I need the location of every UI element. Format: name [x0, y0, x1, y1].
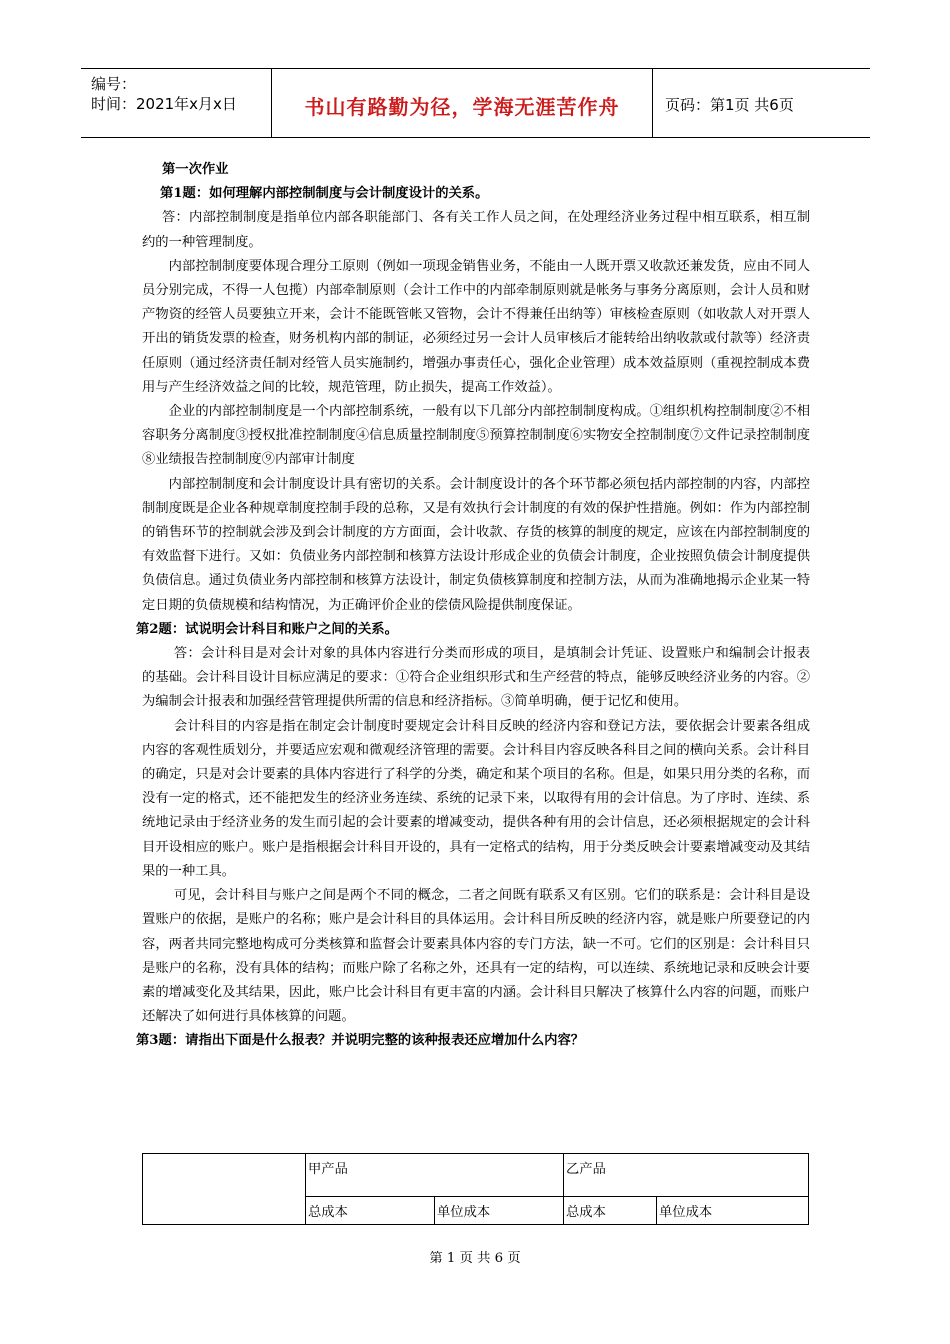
table-cell-blank: [143, 1154, 306, 1225]
table-header-product-a: 甲产品: [306, 1154, 564, 1197]
table-cell-total-cost-a: 总成本: [306, 1197, 435, 1225]
question-1-paragraph: 内部控制制度要体现合理分工原则（例如一项现金销售业务，不能由一人既开票又收款还兼发货，应由不同人员分别完成，不得一人包揽）内部牵制原则（会计工作中的内部牵制原则就是帐务与事务分离原则，会计人员和财产物资的经管人员要独立开来，会计不能既管帐又管物，会计不得兼任出纳等）审核检查原则（如收款人对开票人开出的销货发票的检查，财务机构内部的制证，必须经过另一会计人员审核后才能转给出纳收款或付款等）经济责任原则（通过经济责任制对经管人员实施制约，增强办事责任心，强化企业管理）成本效益原则（重视控制成本费用与产生经济效益之间的比较，规范管理，防止损失，提高工作效益）。: [142, 258, 810, 395]
table-cell-unit-cost-a: 单位成本: [435, 1197, 564, 1225]
table-cell-total-cost-b: 总成本: [564, 1197, 657, 1225]
motto: 书山有路勤为径，学海无涯苦作舟: [304, 95, 620, 119]
page-header: [81, 68, 870, 138]
question-1-title: 第1题：如何理解内部控制制度与会计制度设计的关系。: [160, 186, 489, 202]
table-row: [143, 1154, 809, 1197]
header-motto-cell: [272, 69, 653, 137]
page-footer: 第 1 页 共 6 页: [429, 1251, 521, 1266]
table-header-product-b: 乙产品: [564, 1154, 809, 1197]
document-number-label: 编号：: [91, 75, 137, 93]
cost-report-table: [142, 1153, 809, 1225]
document-body: [136, 158, 810, 1054]
question-2-paragraph: 会计科目的内容是指在制定会计制度时要规定会计科目反映的经济内容和登记方法，要依据会计要素各组成内容的客观性质划分，并要适应宏观和微观经济管理的需要。会计科目内容反映各科目之间的横向关系。会计科目的确定，只是对会计要素的具体内容进行了科学的分类，确定和某个项目的名称。但是，如果只用分类的名称，而没有一定的格式，还不能把发生的经济业务连续、系统的记录下来，以取得有用的会计信息。为了序时、连续、系统地记录由于经济业务的发生而引起的会计要素的增减变动，提供各种有用的会计信息，还必须根据规定的会计科目开设相应的账户。账户是指根据会计科目开设的，具有一定格式的结构，用于分类反映会计要素增减变动及其结果的一种工具。: [142, 718, 810, 879]
question-2-paragraph: 可见，会计科目与账户之间是两个不同的概念，二者之间既有联系又有区别。它们的联系是：会计科目是设置账户的依据，是账户的名称；账户是会计科目的具体运用。会计科目所反映的经济内容，就是账户所要登记的内容，两者共同完整地构成可分类核算和监督会计要素具体内容的专门方法，缺一不可。它们的区别是：会计科目只是账户的名称，没有具体的结构；而账户除了名称之外，还具有一定的结构，可以连续、系统地记录和反映会计要素的增减变化及其结果，因此，账户比会计科目有更丰富的内涵。会计科目只解决了核算什么内容的问题，而账户还解决了如何进行具体核算的问题。: [142, 888, 810, 1025]
header-page-info: 页码：第1页 共6页: [665, 96, 794, 114]
question-1-answer: 答：内部控制制度是指单位内部各职能部门、各有关工作人员之间，在处理经济业务过程中相互联系，相互制约的一种管理制度。: [142, 210, 810, 250]
question-2-answer: 答：会计科目是对会计对象的具体内容进行分类而形成的项目，是填制会计凭证、设置账户和编制会计报表的基础。会计科目设计目标应满足的要求：①符合企业组织形式和生产经营的特点，能够反映经济业务的内容。②为编制会计报表和加强经营管理提供所需的信息和经济指标。③简单明确，便于记忆和使用。: [142, 646, 810, 710]
header-meta-cell: [81, 69, 272, 137]
section-title: 第一次作业: [162, 162, 229, 177]
table-cell-unit-cost-b: 单位成本: [657, 1197, 809, 1225]
document-date-label: 时间：2021年x月x日: [91, 95, 237, 113]
question-2-title: 第2题：试说明会计科目和账户之间的关系。: [136, 621, 398, 637]
question-3-title: 第3题：请指出下面是什么报表？并说明完整的该种报表还应增加什么内容？: [136, 1033, 585, 1049]
question-1-paragraph: 企业的内部控制制度是一个内部控制系统，一般有以下几部分内部控制制度构成。①组织机构控制制度②不相容职务分离制度③授权批准控制制度④信息质量控制制度⑤预算控制制度⑥实物安全控制制度⑦文件记录控制制度⑧业绩报告控制制度⑨内部审计制度: [142, 404, 810, 468]
header-page-cell: [653, 69, 870, 137]
question-1-paragraph: 内部控制制度和会计制度设计具有密切的关系。会计制度设计的各个环节都必须包括内部控制的内容，内部控制制度既是企业各种规章制度控制手段的总称，又是有效执行会计制度的有效的保护性措施。例如：作为内部控制的销售环节的控制就会涉及到会计制度的方方面面，会计收款、存货的核算的制度的规定，应该在内部控制制度的有效监督下进行。又如：负债业务内部控制和核算方法设计形成企业的负债会计制度，企业按照负债会计制度提供负债信息。通过负债业务内部控制和核算方法设计，制定负债核算制度和控制方法，从而为准确地揭示企业某一特定日期的负债规模和结构情况，为正确评价企业的偿债风险提供制度保证。: [142, 476, 810, 613]
